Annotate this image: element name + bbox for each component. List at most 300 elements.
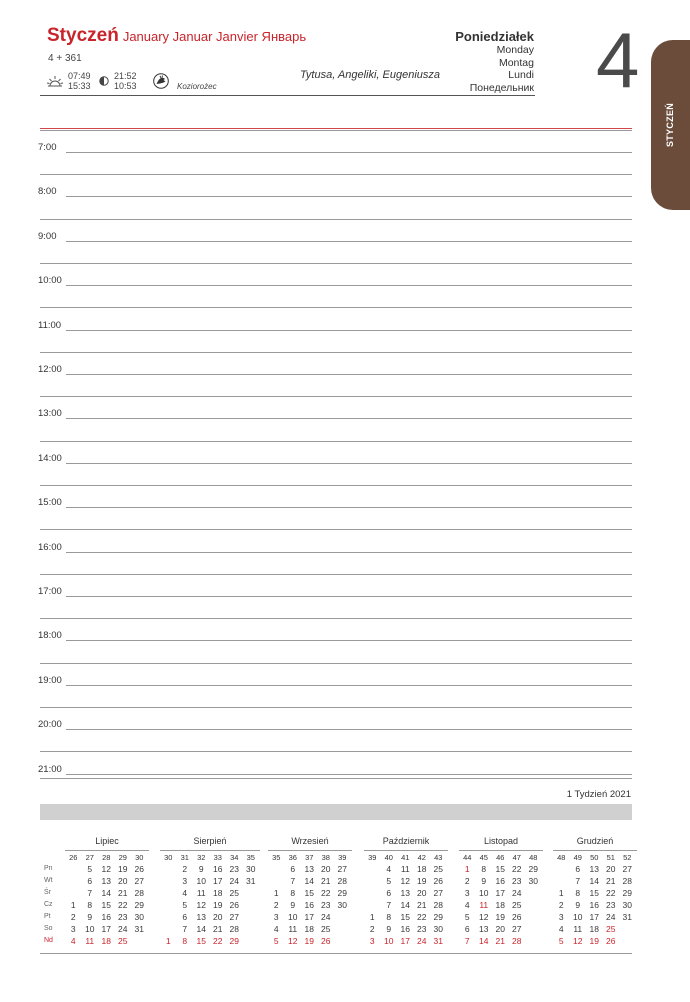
hour-label: 14:00	[38, 452, 62, 464]
calendar-date[interactable]: 1	[273, 888, 279, 898]
calendar-date[interactable]: 19	[118, 864, 128, 874]
calendar-date[interactable]: 27	[433, 888, 443, 898]
calendar-date[interactable]: 16	[213, 864, 223, 874]
half-hour-line[interactable]	[40, 219, 632, 220]
half-hour-line[interactable]	[40, 352, 632, 353]
calendar-date[interactable]: 11	[85, 936, 95, 946]
hour-line[interactable]	[66, 418, 632, 419]
calendar-date[interactable]: 21	[417, 900, 427, 910]
weekday-french: Lundi	[508, 69, 534, 81]
calendar-date[interactable]: 26	[229, 900, 239, 910]
calendar-date[interactable]: 1	[70, 900, 76, 910]
calendar-date[interactable]: 2	[182, 864, 188, 874]
calendar-date[interactable]: 25	[606, 924, 616, 934]
weekday-abbrev: Śr	[44, 889, 51, 896]
calendar-date[interactable]: 7	[290, 876, 296, 886]
calendar-date[interactable]: 12	[400, 876, 410, 886]
week-number: 35	[246, 853, 255, 862]
calendar-date[interactable]: 26	[134, 864, 144, 874]
hour-line[interactable]	[66, 729, 632, 730]
mini-calendar-month: Listopad	[483, 836, 519, 846]
calendar-bottom-rule	[40, 953, 632, 954]
calendar-date[interactable]: 10	[384, 936, 394, 946]
calendar-date[interactable]: 2	[273, 900, 279, 910]
calendar-date[interactable]: 13	[304, 864, 314, 874]
calendar-date[interactable]: 1	[369, 912, 375, 922]
calendar-date[interactable]: 8	[386, 912, 392, 922]
calendar-date[interactable]: 21	[495, 936, 505, 946]
calendar-date[interactable]: 20	[417, 888, 427, 898]
calendar-date[interactable]: 25	[118, 936, 128, 946]
hour-line[interactable]	[66, 774, 632, 775]
calendar-date[interactable]: 17	[400, 936, 410, 946]
weekday-abbrev: So	[44, 925, 53, 932]
calendar-date[interactable]: 23	[321, 900, 331, 910]
week-number: 50	[590, 853, 599, 862]
calendar-date[interactable]: 15	[196, 936, 206, 946]
mini-calendar-rule	[459, 850, 543, 851]
calendar-date[interactable]: 24	[417, 936, 427, 946]
calendar-date[interactable]: 23	[512, 876, 522, 886]
day-number: 4	[596, 16, 640, 104]
hour-line[interactable]	[66, 374, 632, 375]
calendar-date[interactable]: 21	[118, 888, 128, 898]
calendar-date[interactable]: 30	[622, 900, 632, 910]
calendar-date[interactable]: 2	[369, 924, 375, 934]
calendar-date[interactable]: 24	[118, 924, 128, 934]
calendar-date[interactable]: 25	[433, 864, 443, 874]
weekday-russian: Понедельник	[469, 81, 534, 94]
calendar-date[interactable]: 9	[575, 900, 581, 910]
calendar-date[interactable]: 15	[304, 888, 314, 898]
calendar-date[interactable]: 16	[400, 924, 410, 934]
weekday-abbrev: Nd	[44, 937, 53, 944]
weekday-english: Monday	[496, 44, 534, 56]
calendar-date[interactable]: 19	[213, 900, 223, 910]
hour-line[interactable]	[66, 640, 632, 641]
half-hour-line[interactable]	[40, 663, 632, 664]
calendar-date[interactable]: 16	[101, 912, 111, 922]
hour-line[interactable]	[66, 463, 632, 464]
calendar-date[interactable]: 15	[101, 900, 111, 910]
calendar-date[interactable]: 30	[433, 924, 443, 934]
calendar-date[interactable]: 23	[417, 924, 427, 934]
calendar-date[interactable]: 24	[321, 912, 331, 922]
calendar-date[interactable]: 23	[118, 912, 128, 922]
calendar-date[interactable]: 30	[337, 900, 347, 910]
calendar-date[interactable]: 31	[134, 924, 144, 934]
calendar-date[interactable]: 30	[246, 864, 256, 874]
calendar-date[interactable]: 10	[85, 924, 95, 934]
calendar-date[interactable]: 6	[290, 864, 296, 874]
calendar-date[interactable]: 14	[400, 900, 410, 910]
calendar-date[interactable]: 29	[337, 888, 347, 898]
calendar-date[interactable]: 17	[304, 912, 314, 922]
calendar-date[interactable]: 19	[495, 912, 505, 922]
calendar-date[interactable]: 2	[558, 900, 564, 910]
calendar-date[interactable]: 9	[198, 864, 204, 874]
hour-label: 18:00	[38, 630, 62, 642]
calendar-date[interactable]: 26	[433, 876, 443, 886]
calendar-date[interactable]: 24	[229, 876, 239, 886]
calendar-date[interactable]: 15	[495, 864, 505, 874]
weekday-german: Montag	[498, 56, 534, 69]
day-of-year-count: 4 + 361	[48, 53, 82, 64]
calendar-date[interactable]: 7	[87, 888, 93, 898]
calendar-date[interactable]: 20	[321, 864, 331, 874]
calendar-date[interactable]: 7	[464, 936, 470, 946]
mini-calendar-rule	[268, 850, 352, 851]
calendar-date[interactable]: 26	[321, 936, 331, 946]
half-hour-line[interactable]	[40, 441, 632, 442]
mini-calendar-month: Lipiec	[95, 836, 119, 846]
half-hour-line[interactable]	[40, 751, 632, 752]
calendar-date[interactable]: 29	[528, 864, 538, 874]
calendar-date[interactable]: 12	[479, 912, 489, 922]
hour-label: 20:00	[38, 719, 62, 731]
week-number: 46	[496, 853, 505, 862]
half-hour-line[interactable]	[40, 130, 632, 131]
calendar-date[interactable]: 19	[589, 936, 599, 946]
week-number: 29	[118, 853, 127, 862]
week-number: 32	[197, 853, 206, 862]
calendar-date[interactable]: 14	[589, 876, 599, 886]
calendar-date[interactable]: 8	[575, 888, 581, 898]
calendar-date[interactable]: 24	[606, 912, 616, 922]
half-hour-line[interactable]	[40, 263, 632, 264]
mini-calendar-rule	[160, 850, 260, 851]
calendar-date[interactable]: 1	[165, 936, 171, 946]
month-name-polish: Styczeń	[47, 25, 119, 46]
week-number: 30	[164, 853, 173, 862]
calendar-date[interactable]: 26	[606, 936, 616, 946]
name-days: Tytusa, Angeliki, Eugeniusza	[300, 69, 441, 81]
half-hour-line[interactable]	[40, 618, 632, 619]
zodiac-label: Koziorożec	[177, 82, 217, 91]
sunrise-time: 07:49	[68, 71, 91, 81]
calendar-date[interactable]: 19	[304, 936, 314, 946]
calendar-date[interactable]: 8	[182, 936, 188, 946]
calendar-date[interactable]: 11	[196, 888, 206, 898]
calendar-date[interactable]: 27	[134, 876, 144, 886]
calendar-date[interactable]: 11	[573, 924, 583, 934]
week-number: 41	[401, 853, 410, 862]
hour-label: 21:00	[38, 763, 62, 775]
hour-line[interactable]	[66, 596, 632, 597]
week-number: 44	[463, 853, 472, 862]
calendar-date[interactable]: 22	[512, 864, 522, 874]
calendar-date[interactable]: 9	[386, 924, 392, 934]
calendar-date[interactable]: 27	[512, 924, 522, 934]
calendar-date[interactable]: 22	[321, 888, 331, 898]
week-number: 35	[272, 853, 281, 862]
hour-label: 12:00	[38, 364, 62, 375]
calendar-date[interactable]: 13	[400, 888, 410, 898]
calendar-date[interactable]: 22	[606, 888, 616, 898]
week-number: 48	[557, 853, 566, 862]
hour-label: 13:00	[38, 408, 62, 420]
calendar-date[interactable]: 7	[386, 900, 392, 910]
week-number: 39	[338, 853, 347, 862]
mini-calendar	[553, 836, 637, 953]
mini-calendar-rule	[65, 850, 149, 851]
calendar-date[interactable]: 17	[101, 924, 111, 934]
hour-label: 9:00	[38, 230, 57, 242]
week-info: 1 Tydzień 2021	[566, 789, 631, 800]
calendar-date[interactable]: 4	[386, 864, 392, 874]
calendar-date[interactable]: 16	[304, 900, 314, 910]
weekday-abbrev: Pt	[44, 913, 51, 920]
calendar-date[interactable]: 20	[606, 864, 616, 874]
calendar-date[interactable]: 21	[321, 876, 331, 886]
calendar-date[interactable]: 14	[101, 888, 111, 898]
calendar-date[interactable]: 23	[229, 864, 239, 874]
calendar-date[interactable]: 8	[290, 888, 296, 898]
calendar-date[interactable]: 6	[575, 864, 581, 874]
calendar-date[interactable]: 18	[101, 936, 111, 946]
calendar-date[interactable]: 21	[213, 924, 223, 934]
calendar-date[interactable]: 6	[464, 924, 470, 934]
hour-line[interactable]	[66, 196, 632, 197]
calendar-date[interactable]: 13	[196, 912, 206, 922]
mini-calendar-month: Grudzień	[576, 836, 614, 846]
hour-line[interactable]	[66, 152, 632, 153]
calendar-date[interactable]: 25	[512, 900, 522, 910]
calendar-date[interactable]: 18	[304, 924, 314, 934]
week-number: 47	[512, 853, 521, 862]
calendar-date[interactable]: 31	[622, 912, 632, 922]
calendar-date[interactable]: 5	[273, 936, 279, 946]
calendar-date[interactable]: 2	[70, 912, 76, 922]
calendar-date[interactable]: 15	[589, 888, 599, 898]
calendar-date[interactable]: 3	[182, 876, 188, 886]
half-hour-line[interactable]	[40, 485, 632, 486]
calendar-date[interactable]: 28	[433, 900, 443, 910]
calendar-date[interactable]: 27	[622, 864, 632, 874]
calendar-date[interactable]: 15	[400, 912, 410, 922]
weekday-abbrev: Pn	[44, 865, 53, 872]
hour-label: 8:00	[38, 186, 57, 198]
moonrise-time: 21:52	[114, 71, 137, 81]
calendar-date[interactable]: 16	[495, 876, 505, 886]
calendar-date[interactable]: 22	[213, 936, 223, 946]
week-number: 49	[573, 853, 582, 862]
week-number: 52	[623, 853, 632, 862]
calendar-date[interactable]: 30	[134, 912, 144, 922]
calendar-date[interactable]: 18	[495, 900, 505, 910]
calendar-date[interactable]: 12	[196, 900, 206, 910]
week-number: 26	[69, 853, 78, 862]
week-number: 28	[102, 853, 111, 862]
week-number: 34	[230, 853, 239, 862]
calendar-date[interactable]: 4	[558, 924, 564, 934]
half-hour-line[interactable]	[40, 574, 632, 575]
calendar-date[interactable]: 9	[481, 876, 487, 886]
mini-calendar-month: Październik	[382, 836, 430, 846]
calendar-date[interactable]: 1	[464, 864, 470, 874]
calendar-date[interactable]: 5	[182, 900, 188, 910]
calendar-date[interactable]: 30	[528, 876, 538, 886]
calendar-date[interactable]: 29	[622, 888, 632, 898]
hour-label: 11:00	[38, 319, 62, 331]
calendar-date[interactable]: 17	[589, 912, 599, 922]
calendar-date[interactable]: 17	[495, 888, 505, 898]
hour-label: 10:00	[38, 275, 62, 287]
calendar-date[interactable]: 6	[87, 876, 93, 886]
calendar-date[interactable]: 3	[70, 924, 76, 934]
calendar-date[interactable]: 5	[386, 876, 392, 886]
mini-calendar-month: Wrzesień	[291, 836, 329, 846]
calendar-date[interactable]: 25	[321, 924, 331, 934]
calendar-date[interactable]: 11	[400, 864, 410, 874]
mini-calendars	[0, 836, 690, 956]
hour-label: 19:00	[38, 674, 62, 686]
calendar-date[interactable]: 26	[512, 912, 522, 922]
mini-calendar-rule	[364, 850, 448, 851]
hour-line[interactable]	[66, 552, 632, 553]
calendar-date[interactable]: 28	[512, 936, 522, 946]
month-tab-label: STYCZEŃ	[665, 102, 676, 148]
calendar-date[interactable]: 29	[134, 900, 144, 910]
calendar-date[interactable]: 29	[229, 936, 239, 946]
weekday-polish: Poniedziałek	[455, 29, 534, 44]
calendar-date[interactable]: 14	[196, 924, 206, 934]
calendar-date[interactable]: 18	[417, 864, 427, 874]
calendar-date[interactable]: 14	[304, 876, 314, 886]
calendar-date[interactable]: 4	[182, 888, 188, 898]
calendar-date[interactable]: 18	[213, 888, 223, 898]
calendar-date[interactable]: 13	[479, 924, 489, 934]
hour-line[interactable]	[66, 241, 632, 242]
calendar-date[interactable]: 28	[229, 924, 239, 934]
calendar-date[interactable]: 31	[433, 936, 443, 946]
calendar-date[interactable]: 31	[246, 876, 256, 886]
mini-calendar	[364, 836, 448, 953]
calendar-date[interactable]: 20	[118, 876, 128, 886]
calendar-date[interactable]: 3	[369, 936, 375, 946]
week-number: 27	[85, 853, 94, 862]
calendar-date[interactable]: 1	[558, 888, 564, 898]
calendar-date[interactable]: 22	[118, 900, 128, 910]
calendar-date[interactable]: 2	[464, 876, 470, 886]
calendar-date[interactable]: 13	[589, 864, 599, 874]
calendar-date[interactable]: 10	[479, 888, 489, 898]
calendar-date[interactable]: 4	[273, 924, 279, 934]
hour-label: 15:00	[38, 497, 62, 509]
calendar-date[interactable]: 28	[622, 876, 632, 886]
half-hour-line[interactable]	[40, 529, 632, 530]
calendar-date[interactable]: 5	[558, 936, 564, 946]
calendar-date[interactable]: 9	[87, 912, 93, 922]
calendar-date[interactable]: 19	[417, 876, 427, 886]
hour-line[interactable]	[66, 330, 632, 331]
calendar-date[interactable]: 5	[87, 864, 93, 874]
notes-band	[40, 804, 632, 820]
week-number: 42	[417, 853, 426, 862]
mini-calendar	[160, 836, 260, 953]
calendar-date[interactable]: 27	[229, 912, 239, 922]
calendar-date[interactable]: 22	[417, 912, 427, 922]
mini-calendar	[268, 836, 352, 953]
calendar-date[interactable]: 11	[479, 900, 489, 910]
moonset-time: 10:53	[114, 81, 137, 91]
weekday-abbrev: Wt	[44, 877, 53, 884]
hour-label: 16:00	[38, 541, 62, 553]
half-hour-line[interactable]	[40, 174, 632, 175]
calendar-date[interactable]: 4	[70, 936, 76, 946]
calendar-date[interactable]: 20	[495, 924, 505, 934]
mini-calendar-rule	[553, 850, 637, 851]
calendar-date[interactable]: 18	[589, 924, 599, 934]
calendar-date[interactable]: 8	[481, 864, 487, 874]
calendar-date[interactable]: 12	[101, 864, 111, 874]
hour-line[interactable]	[66, 685, 632, 686]
calendar-date[interactable]: 6	[386, 888, 392, 898]
half-hour-line[interactable]	[40, 307, 632, 308]
week-number: 39	[368, 853, 377, 862]
calendar-date[interactable]: 20	[213, 912, 223, 922]
calendar-date[interactable]: 16	[589, 900, 599, 910]
calendar-date[interactable]: 7	[575, 876, 581, 886]
week-number: 48	[529, 853, 538, 862]
hour-line[interactable]	[66, 507, 632, 508]
half-hour-line[interactable]	[40, 396, 632, 397]
calendar-date[interactable]: 11	[288, 924, 298, 934]
calendar-date[interactable]: 3	[464, 888, 470, 898]
calendar-date[interactable]: 14	[479, 936, 489, 946]
week-number: 36	[288, 853, 297, 862]
calendar-date[interactable]: 10	[196, 876, 206, 886]
calendar-date[interactable]: 17	[213, 876, 223, 886]
calendar-date[interactable]: 23	[606, 900, 616, 910]
calendar-date[interactable]: 29	[433, 912, 443, 922]
weekday-abbrev: Cz	[44, 901, 53, 908]
calendar-date[interactable]: 9	[290, 900, 296, 910]
half-hour-line[interactable]	[40, 778, 632, 779]
week-number: 33	[213, 853, 222, 862]
calendar-date[interactable]: 3	[273, 912, 279, 922]
calendar-date[interactable]: 4	[464, 900, 470, 910]
calendar-date[interactable]: 13	[101, 876, 111, 886]
hour-line[interactable]	[66, 285, 632, 286]
calendar-date[interactable]: 25	[229, 888, 239, 898]
month-name-translations: January Januar Janvier Январь	[122, 29, 307, 44]
week-number: 51	[606, 853, 615, 862]
mini-calendar	[459, 836, 543, 953]
calendar-date[interactable]: 12	[573, 936, 583, 946]
calendar-date[interactable]: 12	[288, 936, 298, 946]
half-hour-line[interactable]	[40, 707, 632, 708]
calendar-date[interactable]: 21	[606, 876, 616, 886]
calendar-date[interactable]: 28	[134, 888, 144, 898]
calendar-date[interactable]: 10	[573, 912, 583, 922]
week-number: 38	[321, 853, 330, 862]
calendar-date[interactable]: 5	[464, 912, 470, 922]
calendar-date[interactable]: 27	[337, 864, 347, 874]
calendar-date[interactable]: 3	[558, 912, 564, 922]
calendar-date[interactable]: 8	[87, 900, 93, 910]
week-number: 30	[135, 853, 144, 862]
calendar-date[interactable]: 10	[288, 912, 298, 922]
calendar-date[interactable]: 6	[182, 912, 188, 922]
sunset-time: 15:33	[68, 81, 91, 91]
calendar-date[interactable]: 28	[337, 876, 347, 886]
hour-label: 7:00	[38, 142, 57, 153]
calendar-date[interactable]: 24	[512, 888, 522, 898]
week-number: 43	[434, 853, 443, 862]
week-number: 45	[479, 853, 488, 862]
calendar-date[interactable]: 7	[182, 924, 188, 934]
